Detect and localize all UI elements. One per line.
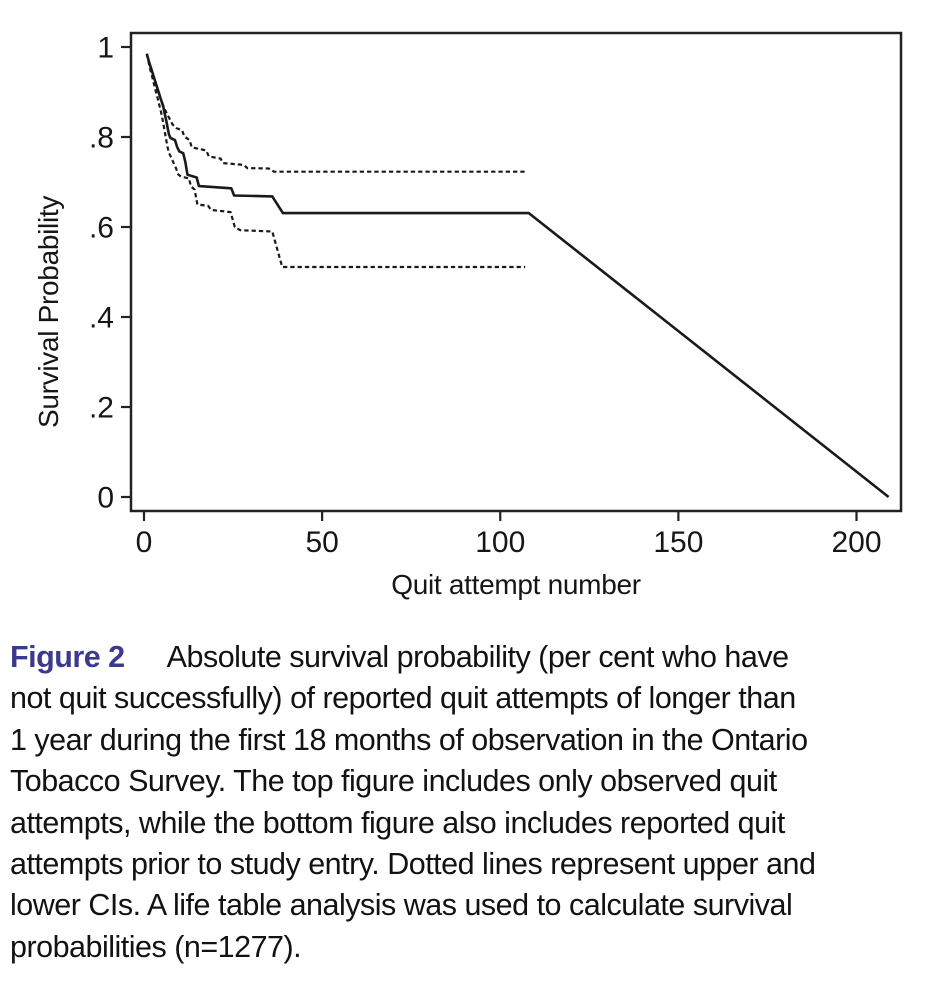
caption-line: not quit successfully) of reported quit attempts of longer than (10, 681, 796, 716)
x-tick-label: 150 (653, 526, 704, 559)
caption-line-text: Absolute survival probability (per cent who have (166, 640, 789, 674)
x-tick-label: 50 (305, 526, 339, 559)
y-tick-label: 1 (97, 31, 114, 65)
upper-ci-line (147, 54, 527, 172)
y-tick-label: .2 (88, 391, 114, 425)
figure-label: Figure 2 (10, 640, 125, 674)
y-axis-ticks (89, 32, 131, 515)
y-tick-label: .8 (88, 121, 114, 155)
plot-frame (131, 33, 901, 511)
caption-line: 1 year during the first 18 months of observation in the Ontario (10, 722, 808, 757)
caption-line: lower CIs. A life table analysis was used to calculate survival (10, 888, 793, 923)
y-tick-label: .6 (88, 211, 114, 245)
caption-line: probabilities (n=1277). (10, 929, 302, 964)
caption-line (10, 637, 936, 678)
caption-line: Tobacco Survey. The top figure includes only observed quit (10, 764, 777, 799)
x-tick-label: 100 (475, 526, 526, 559)
caption-line: attempts prior to study entry. Dotted lines represent upper and (10, 846, 816, 881)
chart-series (147, 54, 889, 497)
y-axis-label: Survival Probability (33, 195, 64, 429)
lower-ci-line (147, 54, 525, 267)
figure-caption (10, 637, 936, 968)
x-tick-label: 0 (135, 526, 153, 559)
y-tick-label: .4 (88, 301, 114, 335)
caption-line: attempts, while the bottom figure also includes reported quit (10, 805, 785, 840)
y-tick-label: 0 (97, 481, 114, 515)
survival-estimate-line (147, 54, 889, 497)
x-axis-ticks (136, 511, 882, 559)
x-tick-label: 200 (831, 526, 882, 559)
x-axis-label: Quit attempt number (391, 569, 641, 600)
